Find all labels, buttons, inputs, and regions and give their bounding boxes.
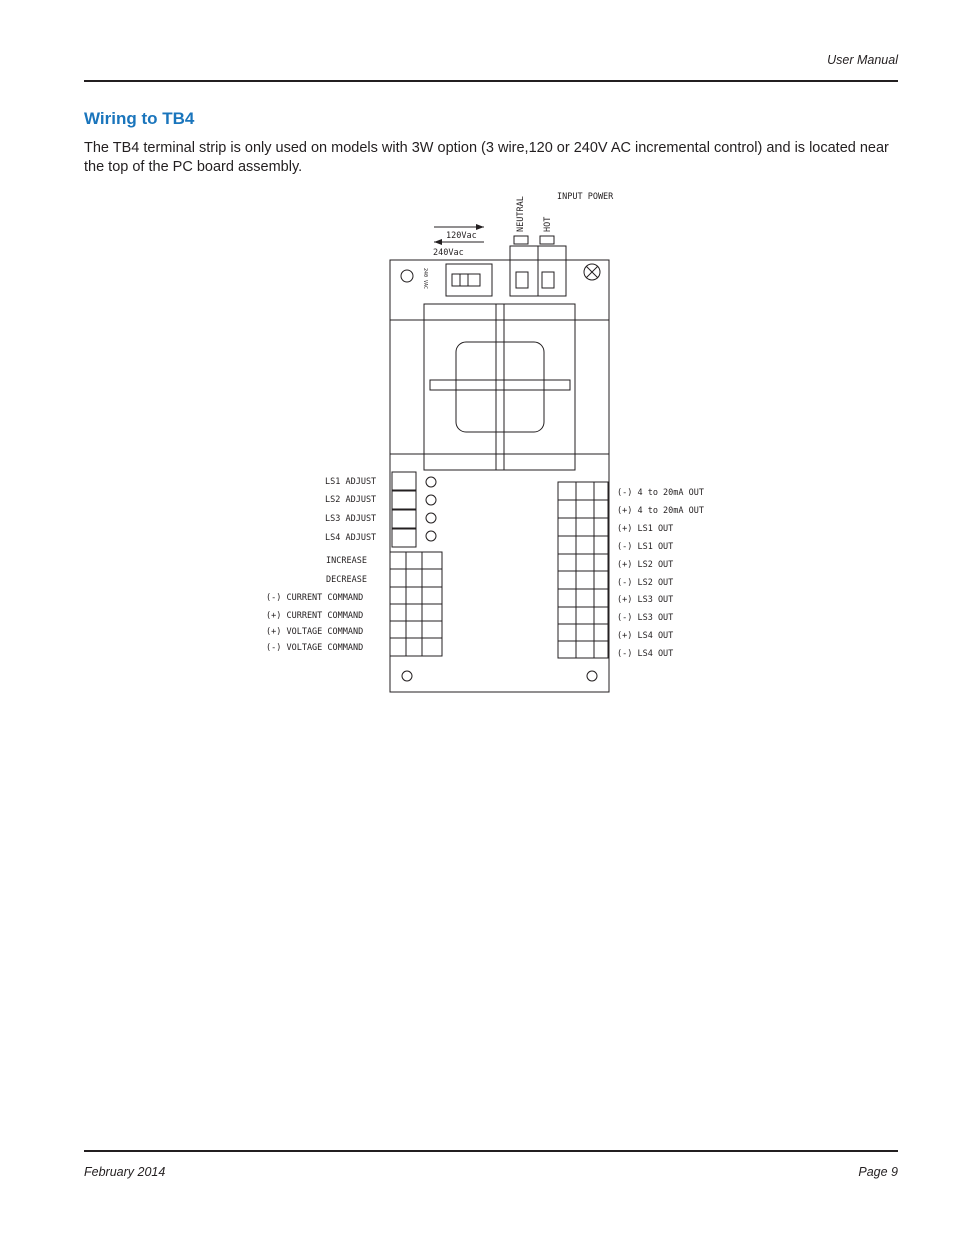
label-neg-ls2-out: (-) LS2 OUT bbox=[617, 578, 674, 588]
label-neg-ls3-out: (-) LS3 OUT bbox=[617, 613, 674, 623]
mount-hole bbox=[587, 671, 597, 681]
label-neg-ls1-out: (-) LS1 OUT bbox=[617, 542, 674, 552]
label-neg-ls4-out: (-) LS4 OUT bbox=[617, 649, 674, 659]
svg-text:240 VAC: 240 VAC bbox=[422, 268, 428, 290]
label-ls4-adjust: LS4 ADJUST bbox=[325, 533, 377, 543]
label-hot: HOT bbox=[543, 216, 553, 232]
footer-rule bbox=[84, 1150, 898, 1152]
label-pos-ls3-out: (+) LS3 OUT bbox=[617, 595, 674, 605]
label-pos-ls1-out: (+) LS1 OUT bbox=[617, 524, 674, 534]
header-label: User Manual bbox=[827, 53, 898, 67]
mount-hole bbox=[402, 671, 412, 681]
label-neg-current-command: (-) CURRENT COMMAND bbox=[266, 593, 364, 603]
label-neutral: NEUTRAL bbox=[516, 196, 526, 232]
label-ls3-adjust: LS3 ADJUST bbox=[325, 514, 377, 524]
input-power-terminal bbox=[510, 236, 566, 296]
label-pos-current-command: (+) CURRENT COMMAND bbox=[266, 611, 364, 621]
label-240vac: 240Vac bbox=[433, 248, 464, 258]
footer-date: February 2014 bbox=[84, 1165, 166, 1179]
voltage-select-switch bbox=[422, 264, 492, 296]
label-ls1-adjust: LS1 ADJUST bbox=[325, 477, 377, 487]
label-decrease: DECREASE bbox=[326, 575, 367, 585]
label-pos-ls4-out: (+) LS4 OUT bbox=[617, 631, 674, 641]
mount-hole bbox=[401, 270, 413, 282]
label-neg-voltage-command: (-) VOLTAGE COMMAND bbox=[266, 643, 364, 653]
transformer bbox=[390, 304, 609, 470]
footer-page-number: Page 9 bbox=[858, 1165, 898, 1179]
right-terminal-strip bbox=[558, 482, 608, 658]
label-neg-4-20ma-out: (-) 4 to 20mA OUT bbox=[617, 488, 704, 498]
ls-adjust-pots bbox=[392, 472, 436, 547]
label-pos-ls2-out: (+) LS2 OUT bbox=[617, 560, 674, 570]
label-increase: INCREASE bbox=[326, 556, 367, 566]
label-120vac: 120Vac bbox=[446, 231, 477, 241]
left-terminal-strip bbox=[390, 552, 442, 656]
section-title: Wiring to TB4 bbox=[84, 109, 195, 128]
label-input-power: INPUT POWER bbox=[557, 192, 614, 202]
label-pos-voltage-command: (+) VOLTAGE COMMAND bbox=[266, 627, 364, 637]
label-pos-4-20ma-out: (+) 4 to 20mA OUT bbox=[617, 506, 704, 516]
section-paragraph: The TB4 terminal strip is only used on models with 3W option (3 wire,120 or 240V AC incremental control) and is located near the top of the PC board assembly. bbox=[84, 140, 889, 175]
label-ls2-adjust: LS2 ADJUST bbox=[325, 495, 377, 505]
